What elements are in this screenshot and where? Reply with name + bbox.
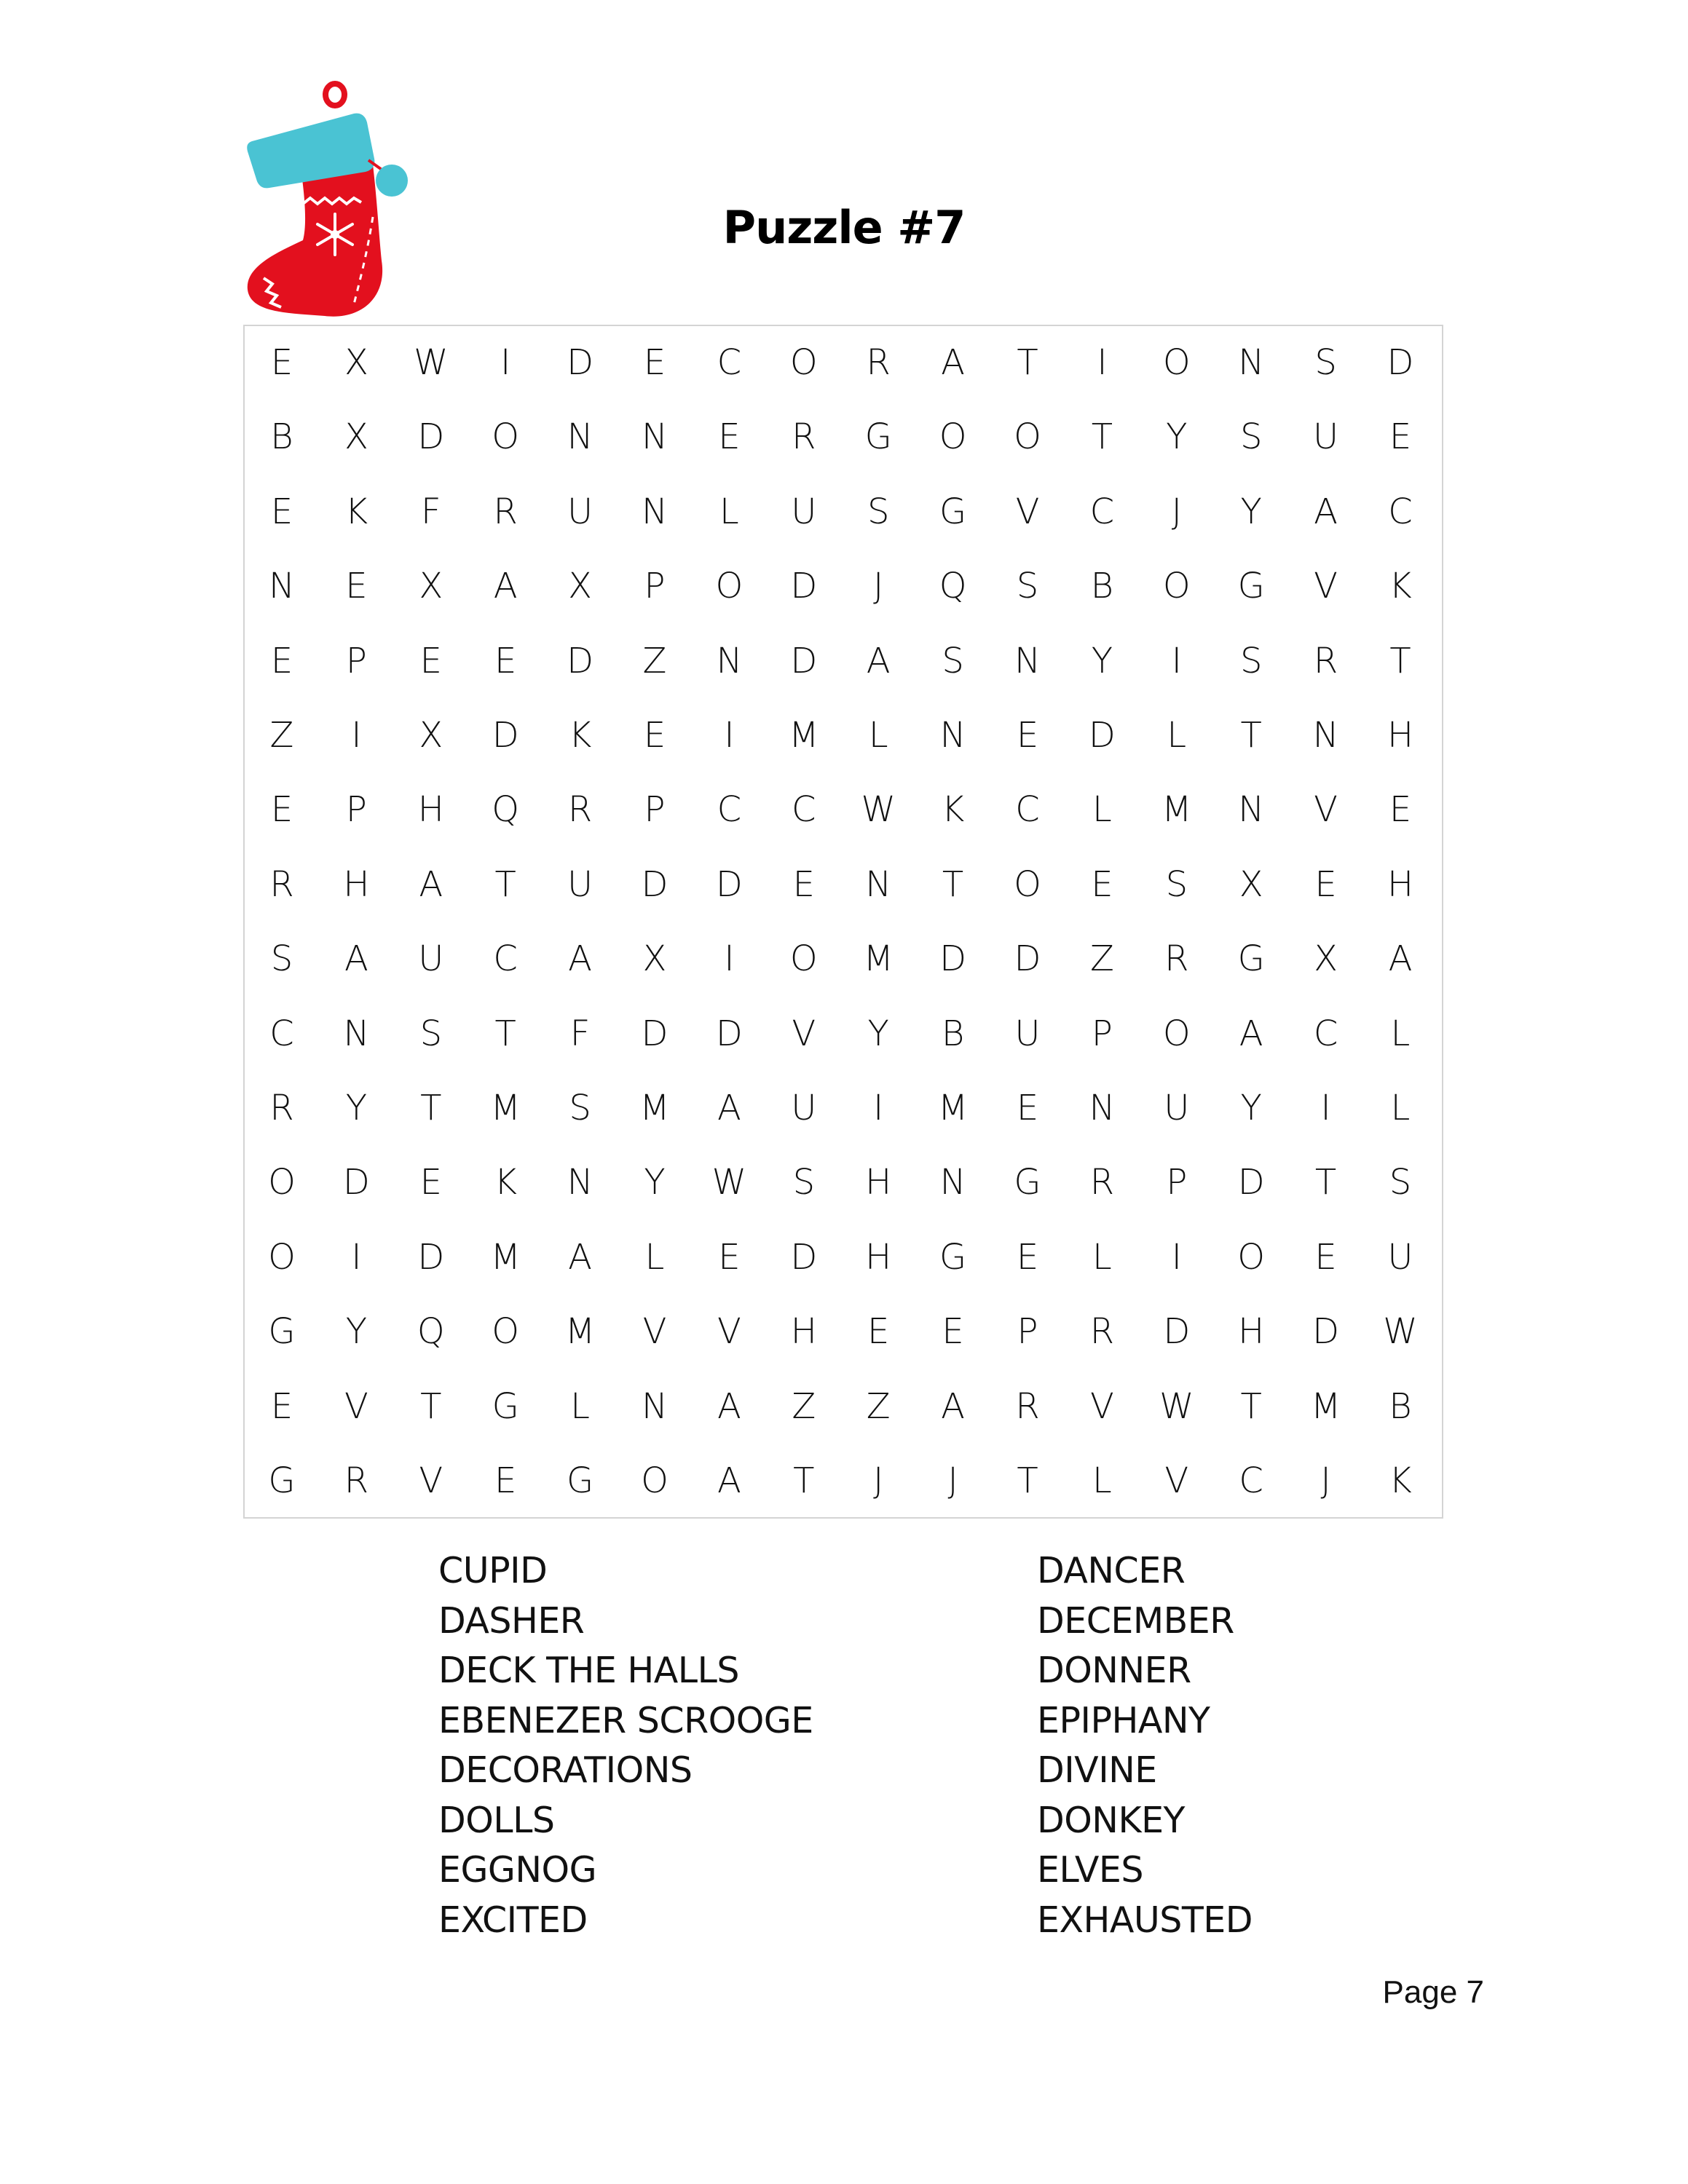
grid-letter[interactable]: U [567,863,593,905]
grid-letter[interactable]: A [717,1087,741,1128]
grid-letter[interactable]: H [343,863,370,905]
grid-letter[interactable]: U [1313,416,1339,458]
grid-letter[interactable]: X [344,341,368,383]
grid-letter[interactable]: V [419,1460,443,1501]
grid-letter[interactable]: D [417,416,445,458]
grid-letter[interactable]: N [1312,714,1339,756]
grid-letter[interactable]: I [724,714,735,756]
grid-letter[interactable]: S [1239,416,1263,458]
grid-letter[interactable]: G [268,1310,296,1352]
grid-letter[interactable]: D [790,1236,818,1278]
grid-letter[interactable]: L [1390,1013,1411,1054]
grid-letter[interactable]: Y [1240,491,1262,532]
grid-letter[interactable]: N [269,565,295,606]
grid-letter[interactable]: N [1238,341,1265,383]
grid-letter[interactable]: A [568,1236,593,1278]
grid-letter[interactable]: E [1016,714,1039,756]
grid-letter[interactable]: P [644,789,666,831]
grid-letter[interactable]: I [724,938,735,979]
grid-letter[interactable]: L [1390,1087,1411,1128]
grid-letter[interactable]: G [939,1236,967,1278]
grid-letter[interactable]: D [342,1162,370,1203]
grid-letter[interactable]: M [789,714,819,756]
grid-letter[interactable]: P [1166,1162,1188,1203]
grid-letter[interactable]: A [568,938,593,979]
grid-letter[interactable]: G [566,1460,594,1501]
grid-letter[interactable]: D [492,714,519,756]
grid-letter[interactable]: L [1092,1236,1112,1278]
grid-letter[interactable]: N [343,1013,370,1054]
grid-letter[interactable]: O [1162,341,1191,383]
grid-letter[interactable]: G [492,1385,519,1427]
grid-letter[interactable]: W [414,341,449,383]
grid-letter[interactable]: T [793,1460,815,1501]
grid-letter[interactable]: M [863,938,894,979]
grid-letter[interactable]: Y [867,1013,889,1054]
grid-letter[interactable]: T [1017,1460,1038,1501]
grid-letter[interactable]: L [719,491,739,532]
grid-letter[interactable]: E [1389,789,1412,831]
grid-letter[interactable]: D [417,1236,445,1278]
grid-letter[interactable]: N [716,640,743,681]
grid-letter[interactable]: V [1089,1385,1114,1427]
grid-letter[interactable]: X [642,938,667,979]
grid-letter[interactable]: D [1237,1162,1265,1203]
grid-letter[interactable]: I [351,714,362,756]
grid-letter[interactable]: T [420,1087,442,1128]
grid-letter[interactable]: G [864,416,892,458]
grid-letter[interactable]: H [1387,714,1414,756]
grid-letter[interactable]: U [791,491,817,532]
grid-letter[interactable]: R [269,1087,294,1128]
grid-letter[interactable]: S [270,938,293,979]
grid-letter[interactable]: V [344,1385,368,1427]
grid-letter[interactable]: J [1171,491,1182,532]
grid-letter[interactable]: O [1014,863,1041,905]
word-list-item: DOLLS [438,1799,555,1841]
grid-letter[interactable]: Y [1091,640,1113,681]
grid-letter[interactable]: U [1387,1236,1413,1278]
grid-letter[interactable]: A [717,1460,741,1501]
grid-letter[interactable]: Z [866,1385,891,1427]
grid-letter[interactable]: N [567,1162,593,1203]
grid-letter[interactable]: A [1239,1013,1263,1054]
grid-letter[interactable]: T [494,1013,516,1054]
grid-letter[interactable]: P [644,565,666,606]
grid-letter[interactable]: R [269,863,294,905]
grid-letter[interactable]: D [790,565,818,606]
grid-letter[interactable]: G [1237,938,1265,979]
grid-letter[interactable]: S [942,640,964,681]
word-list-right [1037,1546,1253,1945]
grid-letter[interactable]: C [1015,789,1040,831]
grid-letter[interactable]: O [492,1310,520,1352]
grid-letter[interactable]: N [642,416,668,458]
grid-letter[interactable]: Y [644,1162,666,1203]
grid-letter[interactable]: N [642,1385,668,1427]
grid-letter[interactable]: A [419,863,443,905]
grid-letter[interactable]: R [792,416,816,458]
grid-letter[interactable]: C [717,789,742,831]
grid-letter[interactable]: E [718,416,741,458]
page-number: Page 7 [1382,1974,1484,2010]
grid-letter[interactable]: V [1164,1460,1189,1501]
grid-letter[interactable]: R [344,1460,369,1501]
grid-letter[interactable]: O [641,1460,669,1501]
grid-letter[interactable]: D [567,640,594,681]
grid-letter[interactable]: O [1162,565,1191,606]
word-list-item: CUPID [438,1550,548,1591]
grid-letter[interactable]: E [643,341,666,383]
grid-letter[interactable]: U [567,491,593,532]
grid-letter[interactable]: E [494,640,517,681]
grid-letter[interactable]: M [937,1087,969,1128]
grid-letter[interactable]: D [1163,1310,1191,1352]
grid-letter[interactable]: S [1389,1162,1412,1203]
grid-letter[interactable]: U [791,1087,817,1128]
grid-letter[interactable]: M [564,1310,596,1352]
grid-letter[interactable]: Y [1240,1087,1262,1128]
grid-letter[interactable]: G [939,491,967,532]
grid-letter[interactable]: C [1313,1013,1338,1054]
grid-letter[interactable]: Q [939,565,967,606]
word-list-item: DECEMBER [1037,1599,1234,1642]
grid-letter[interactable]: E [1314,1236,1337,1278]
grid-letter[interactable]: E [1016,1087,1039,1128]
grid-letter[interactable]: N [1238,789,1265,831]
grid-letter[interactable]: N [939,1162,966,1203]
grid-letter[interactable]: A [941,341,966,383]
grid-letter[interactable]: L [1092,1460,1112,1501]
grid-letter[interactable]: C [1089,491,1115,532]
grid-letter[interactable]: N [642,491,668,532]
grid-letter[interactable]: C [493,938,518,979]
grid-letter[interactable]: R [1164,938,1189,979]
grid-letter[interactable]: O [492,416,520,458]
grid-letter[interactable]: T [1017,341,1038,383]
grid-letter[interactable]: S [1016,565,1039,606]
grid-letter[interactable]: E [867,1310,890,1352]
grid-letter[interactable]: N [1014,640,1041,681]
grid-letter[interactable]: L [1092,789,1112,831]
grid-letter[interactable]: V [1314,565,1338,606]
grid-letter[interactable]: M [1310,1385,1341,1427]
word-list-item: ELVES [1037,1849,1143,1891]
word-list-item: DONKEY [1037,1799,1185,1841]
grid-letter[interactable]: A [493,565,518,606]
word-list-item: EXCITED [438,1899,588,1941]
word-list-item: DASHER [438,1599,585,1642]
grid-letter[interactable]: P [345,789,367,831]
grid-letter[interactable]: K [1389,565,1412,606]
grid-letter[interactable]: X [1239,863,1263,905]
grid-letter[interactable]: E [270,640,293,681]
grid-letter[interactable]: A [717,1385,741,1427]
grid-letter[interactable]: E [270,789,293,831]
grid-letter[interactable]: A [344,938,368,979]
grid-letter[interactable]: S [569,1087,591,1128]
grid-letter[interactable]: M [490,1087,521,1128]
grid-letter[interactable]: Y [345,1310,368,1352]
grid-letter[interactable]: B [270,416,293,458]
grid-letter[interactable]: C [1388,491,1413,532]
grid-letter[interactable]: O [1162,1013,1191,1054]
grid-letter[interactable]: D [715,863,743,905]
grid-letter[interactable]: A [1388,938,1413,979]
word-list-item: DECK THE HALLS [438,1650,739,1691]
grid-letter[interactable]: Z [792,1385,816,1427]
grid-letter[interactable]: E [419,640,442,681]
grid-letter[interactable]: E [1389,416,1412,458]
grid-letter[interactable]: S [792,1162,816,1203]
grid-letter[interactable]: Y [345,1087,368,1128]
grid-letter[interactable]: S [1314,341,1337,383]
grid-letter[interactable]: Z [269,714,294,756]
grid-letter[interactable]: L [868,714,888,756]
grid-letter[interactable]: E [718,1236,741,1278]
grid-letter[interactable]: O [715,565,744,606]
grid-letter[interactable]: M [639,1087,670,1128]
grid-letter[interactable]: H [1238,1310,1265,1352]
grid-letter[interactable]: D [641,863,669,905]
grid-letter[interactable]: E [1016,1236,1039,1278]
grid-letter[interactable]: U [418,938,444,979]
grid-letter[interactable]: D [1387,341,1414,383]
grid-letter[interactable]: N [567,416,593,458]
word-list-item: DANCER [1037,1550,1186,1591]
grid-letter[interactable]: K [344,491,368,532]
grid-letter[interactable]: R [1089,1310,1115,1352]
grid-letter[interactable]: K [941,789,965,831]
grid-letter[interactable]: R [1089,1162,1115,1203]
grid-letter[interactable]: J [873,565,884,606]
grid-letter[interactable]: L [644,1236,665,1278]
grid-letter[interactable]: B [1389,1385,1412,1427]
grid-letter[interactable]: N [939,714,966,756]
grid-letter[interactable]: D [790,640,818,681]
grid-letter[interactable]: D [641,1013,669,1054]
grid-letter[interactable]: S [419,1013,443,1054]
grid-letter[interactable]: O [1014,416,1041,458]
grid-letter[interactable]: I [873,1087,884,1128]
grid-letter[interactable]: O [1237,1236,1266,1278]
grid-letter[interactable]: C [1239,1460,1263,1501]
grid-letter[interactable]: T [1240,714,1262,756]
grid-letter[interactable]: C [269,1013,294,1054]
grid-letter[interactable]: E [942,1310,964,1352]
grid-letter[interactable]: A [941,1385,966,1427]
grid-letter[interactable]: M [1162,789,1192,831]
grid-letter[interactable]: T [420,1385,442,1427]
word-list-item: DIVINE [1037,1749,1157,1791]
grid-letter[interactable]: N [1089,1087,1116,1128]
grid-letter[interactable]: T [494,863,516,905]
grid-letter[interactable]: W [1159,1385,1194,1427]
grid-letter[interactable]: Z [642,640,667,681]
grid-letter[interactable]: I [1171,640,1182,681]
grid-letter[interactable]: T [1240,1385,1262,1427]
grid-letter[interactable]: E [792,863,815,905]
grid-letter[interactable]: S [867,491,890,532]
grid-letter[interactable]: J [1320,1460,1331,1501]
word-list-item: DECORATIONS [438,1749,693,1791]
grid-letter[interactable]: Y [1166,416,1188,458]
grid-letter[interactable]: T [942,863,964,905]
grid-letter[interactable]: O [789,341,818,383]
grid-letter[interactable]: E [1091,863,1113,905]
grid-letter[interactable]: K [494,1162,517,1203]
grid-letter[interactable]: X [1314,938,1338,979]
grid-letter[interactable]: L [570,1385,590,1427]
grid-letter[interactable]: X [344,416,368,458]
grid-letter[interactable]: R [493,491,518,532]
grid-letter[interactable]: E [270,1385,293,1427]
grid-letter[interactable]: I [500,341,511,383]
grid-letter[interactable]: X [419,714,443,756]
grid-letter[interactable]: D [1014,938,1041,979]
grid-letter[interactable]: D [1088,714,1116,756]
grid-letter[interactable]: V [642,1310,667,1352]
grid-letter[interactable]: U [1014,1013,1041,1054]
grid-letter[interactable]: R [866,341,891,383]
grid-letter[interactable]: O [268,1236,296,1278]
grid-letter[interactable]: I [1320,1087,1331,1128]
word-list-left [438,1546,813,1945]
grid-letter[interactable]: P [345,640,367,681]
grid-letter[interactable]: P [1017,1310,1038,1352]
grid-letter[interactable]: B [941,1013,965,1054]
word-search-grid [243,325,1443,1519]
grid-letter[interactable]: I [1171,1236,1182,1278]
word-list-item: EXHAUSTED [1037,1899,1253,1941]
grid-letter[interactable]: E [1314,863,1337,905]
grid-letter[interactable]: D [715,1013,743,1054]
word-list-item: DONNER [1037,1650,1191,1691]
grid-letter[interactable]: T [1389,640,1411,681]
word-list-item: EPIPHANY [1037,1699,1210,1741]
grid-letter[interactable]: G [1237,565,1265,606]
grid-letter[interactable]: O [939,416,967,458]
grid-letter[interactable]: Q [417,1310,445,1352]
grid-letter[interactable]: R [1015,1385,1040,1427]
grid-letter[interactable]: R [1313,640,1338,681]
grid-letter[interactable]: K [568,714,592,756]
grid-letter[interactable]: D [567,341,594,383]
grid-letter[interactable]: F [569,1013,591,1054]
grid-letter[interactable]: J [873,1460,884,1501]
grid-letter[interactable]: V [717,1310,741,1352]
grid-letter[interactable]: H [865,1162,892,1203]
grid-letter[interactable]: O [789,938,818,979]
grid-letter[interactable]: P [1091,1013,1113,1054]
grid-letter[interactable]: V [1314,789,1338,831]
grid-letter[interactable]: U [1164,1087,1190,1128]
grid-letter[interactable]: F [420,491,441,532]
grid-letter[interactable]: M [490,1236,521,1278]
grid-letter[interactable]: H [1387,863,1414,905]
grid-letter[interactable]: G [1014,1162,1041,1203]
grid-letter[interactable]: C [792,789,816,831]
grid-letter[interactable]: N [865,863,892,905]
grid-letter[interactable]: E [270,341,293,383]
grid-letter[interactable]: K [1389,1460,1412,1501]
grid-letter[interactable]: S [1165,863,1188,905]
grid-letter[interactable]: V [792,1013,816,1054]
grid-letter[interactable]: E [345,565,368,606]
grid-letter[interactable]: W [861,789,896,831]
grid-letter[interactable]: H [417,789,444,831]
grid-letter[interactable]: A [1314,491,1338,532]
grid-letter[interactable]: E [494,1460,517,1501]
grid-letter[interactable]: X [419,565,443,606]
grid-letter[interactable]: E [270,491,293,532]
grid-letter[interactable]: D [939,938,967,979]
grid-letter[interactable]: I [1097,341,1108,383]
grid-letter[interactable]: H [865,1236,892,1278]
grid-letter[interactable]: C [717,341,742,383]
word-list-item: EGGNOG [438,1849,597,1891]
word-list-item: EBENEZER SCROOGE [438,1699,813,1741]
grid-letter[interactable]: Q [492,789,520,831]
grid-letter[interactable]: G [268,1460,296,1501]
grid-letter[interactable]: R [567,789,593,831]
grid-letter[interactable]: I [351,1236,362,1278]
grid-letter[interactable]: D [1312,1310,1340,1352]
grid-letter[interactable]: O [268,1162,296,1203]
grid-letter[interactable]: W [711,1162,747,1203]
grid-letter[interactable]: H [790,1310,817,1352]
grid-letter[interactable]: V [1015,491,1040,532]
grid-letter[interactable]: Z [1089,938,1114,979]
grid-letter[interactable]: S [1239,640,1263,681]
grid-letter[interactable]: E [643,714,666,756]
grid-letter[interactable]: E [419,1162,442,1203]
grid-letter[interactable]: A [866,640,891,681]
grid-letter[interactable]: L [1167,714,1187,756]
grid-letter[interactable]: T [1091,416,1113,458]
grid-letter[interactable]: X [568,565,593,606]
grid-letter[interactable]: W [1383,1310,1418,1352]
page-title: Puzzle #7 [722,201,966,254]
grid-letter[interactable]: B [1090,565,1114,606]
grid-letter[interactable]: T [1314,1162,1337,1203]
grid-letter[interactable]: J [947,1460,958,1501]
